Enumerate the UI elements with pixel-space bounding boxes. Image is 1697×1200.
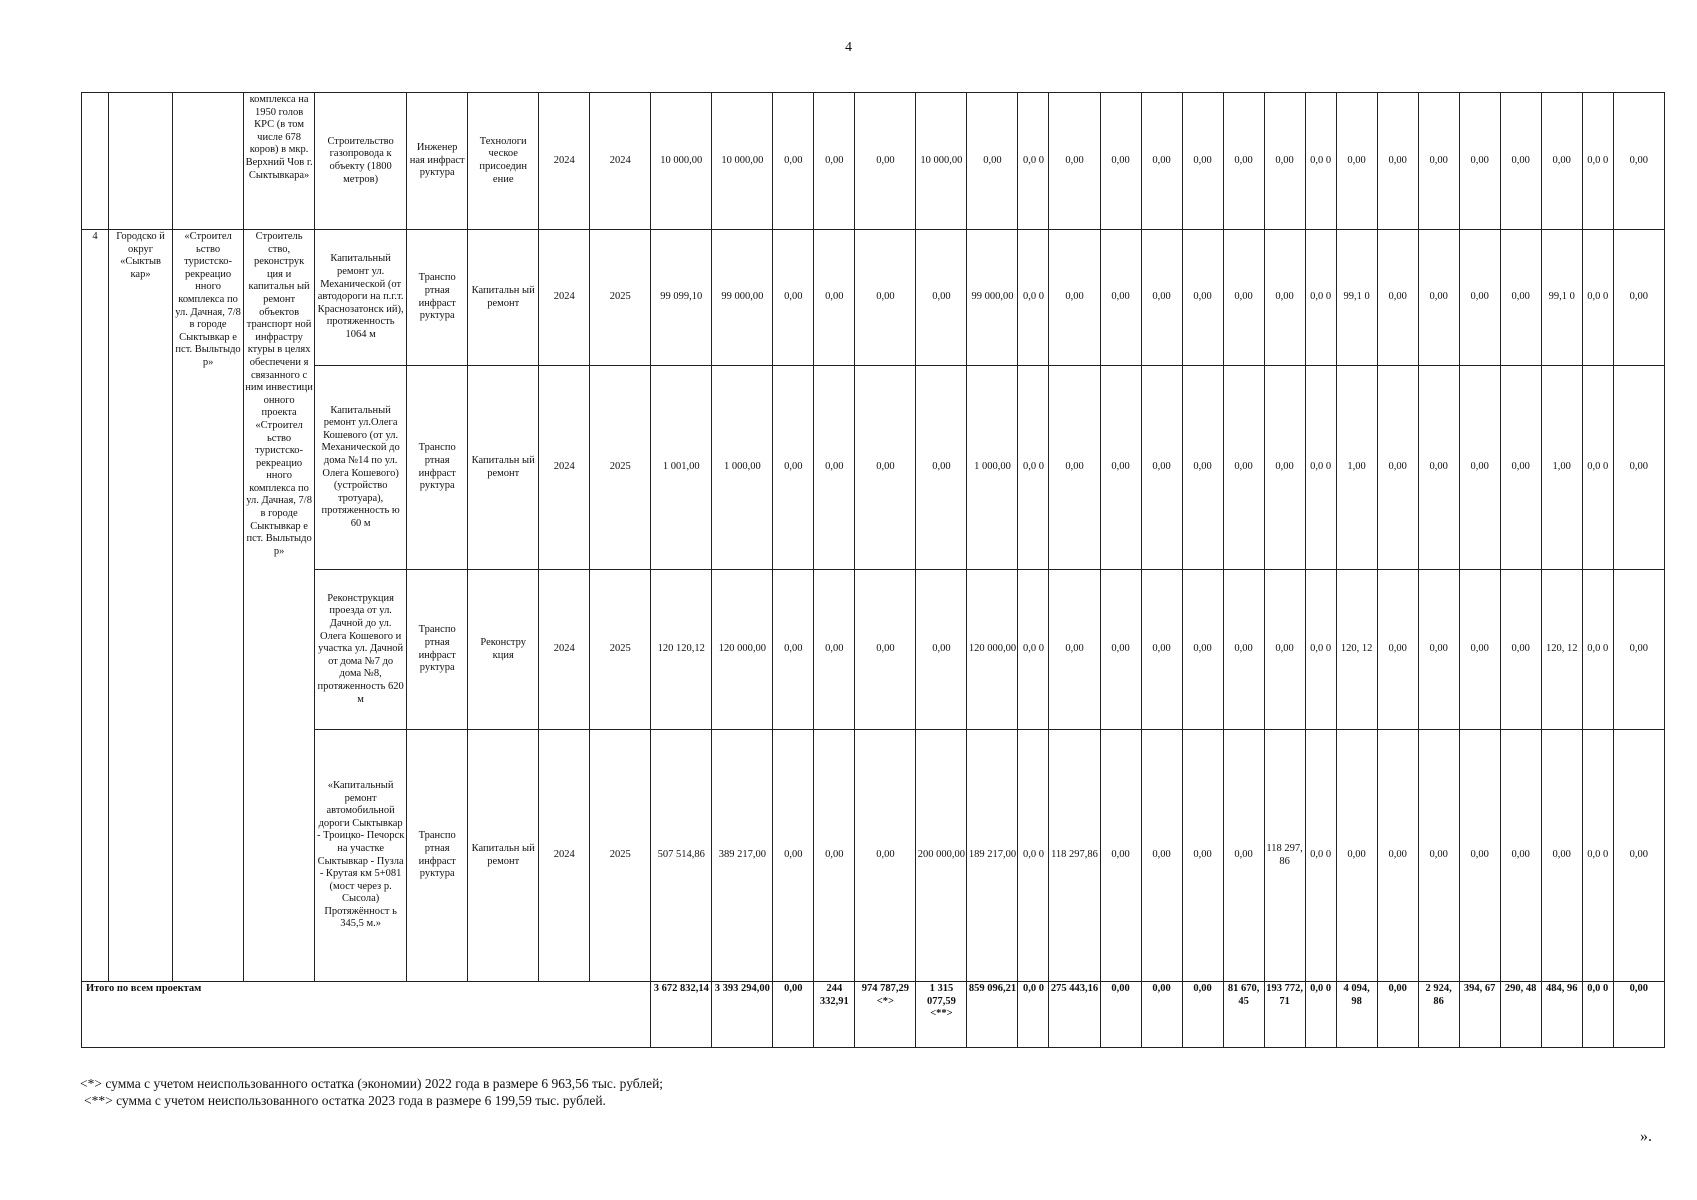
value-cell: 0,00 — [1264, 230, 1305, 366]
value-cell: 99,1 0 — [1541, 230, 1582, 366]
value-cell: 0,00 — [814, 730, 855, 982]
value-cell: 0,00 — [1541, 730, 1582, 982]
value-cell: 0,00 — [1377, 366, 1418, 570]
value-cell: 0,0 0 — [1018, 730, 1049, 982]
value-cell: 0,00 — [773, 93, 814, 230]
total-value-cell: 3 393 294,00 — [712, 982, 773, 1048]
total-row — [82, 982, 1665, 1048]
total-value-cell: 275 443,16 — [1049, 982, 1100, 1048]
project-cell: «Строител ьство туристско- рекреацио нного комплекса по ул. Дачная, 7/8 в городе Сыктывкар е пст. Выльтыдо р» — [173, 230, 244, 982]
value-cell: 0,00 — [1100, 230, 1141, 366]
value-cell: 0,00 — [1141, 570, 1182, 730]
value-cell: 10 000,00 — [651, 93, 712, 230]
value-cell: 0,00 — [1336, 730, 1377, 982]
end-year-cell: 2025 — [590, 230, 651, 366]
value-cell: 99 099,10 — [651, 230, 712, 366]
value-cell: 0,00 — [1049, 230, 1100, 366]
start-year-cell: 2024 — [539, 230, 590, 366]
total-value-cell: 0,00 — [1141, 982, 1182, 1048]
work-type-cell: Капитальн ый ремонт — [468, 230, 539, 366]
value-cell: 0,0 0 — [1582, 230, 1613, 366]
value-cell: 200 000,00 — [916, 730, 967, 982]
start-year-cell: 2024 — [539, 730, 590, 982]
value-cell: 120 000,00 — [712, 570, 773, 730]
value-cell: 0,00 — [1541, 93, 1582, 230]
value-cell: 0,00 — [1264, 366, 1305, 570]
value-cell: 0,00 — [1141, 93, 1182, 230]
start-year-cell: 2024 — [539, 93, 590, 230]
value-cell: 0,00 — [855, 93, 916, 230]
value-cell: 99 000,00 — [967, 230, 1018, 366]
value-cell: 0,00 — [1377, 93, 1418, 230]
value-cell: 0,0 0 — [1305, 93, 1336, 230]
value-cell: 0,00 — [1141, 730, 1182, 982]
value-cell: 0,00 — [1500, 366, 1541, 570]
investment-projects-table — [81, 92, 1665, 1048]
closing-quote-mark: ». — [1640, 1128, 1652, 1145]
infrastructure-type-cell: Транспо ртная инфраст руктура — [407, 730, 468, 982]
end-year-cell: 2025 — [590, 570, 651, 730]
value-cell: 0,00 — [1141, 230, 1182, 366]
value-cell: 0,00 — [1613, 366, 1664, 570]
value-cell: 0,00 — [1613, 570, 1664, 730]
work-type-cell: Капитальн ый ремонт — [468, 730, 539, 982]
value-cell: 0,00 — [1377, 730, 1418, 982]
value-cell: 0,0 0 — [1018, 230, 1049, 366]
total-value-cell: 3 672 832,14 — [651, 982, 712, 1048]
value-cell: 0,00 — [1141, 366, 1182, 570]
infrastructure-type-cell: Инженер ная инфраст руктура — [407, 93, 468, 230]
total-value-cell: 4 094, 98 — [1336, 982, 1377, 1048]
value-cell: 0,00 — [1500, 730, 1541, 982]
value-cell: 0,00 — [1613, 730, 1664, 982]
row-number-cell — [82, 93, 109, 230]
total-value-cell: 290, 48 — [1500, 982, 1541, 1048]
object-cell: комплекса на 1950 голов КРС (в том числе 678 коров) в мкр. Верхний Чов г. Сыктывкара» — [244, 93, 315, 230]
total-value-cell: 0,0 0 — [1305, 982, 1336, 1048]
value-cell: 0,00 — [814, 93, 855, 230]
value-cell: 10 000,00 — [712, 93, 773, 230]
value-cell: 0,00 — [1182, 730, 1223, 982]
page-number: 4 — [845, 40, 852, 55]
value-cell: 0,0 0 — [1305, 366, 1336, 570]
total-value-cell: 0,00 — [1100, 982, 1141, 1048]
event-cell: Реконструкция проезда от ул. Дачной до ул. Олега Кошевого и участка ул. Дачной от дома №7 до дома №8, протяженность 620 м — [315, 570, 407, 730]
value-cell: 0,00 — [1459, 230, 1500, 366]
total-label: Итого по всем проектам — [82, 982, 651, 1048]
total-value-cell: 1 315 077,59 <**> — [916, 982, 967, 1048]
total-value-cell: 974 787,29 <*> — [855, 982, 916, 1048]
value-cell: 389 217,00 — [712, 730, 773, 982]
value-cell: 0,00 — [1264, 570, 1305, 730]
value-cell: 0,00 — [1182, 570, 1223, 730]
end-year-cell: 2025 — [590, 366, 651, 570]
value-cell: 0,00 — [1049, 570, 1100, 730]
value-cell: 0,0 0 — [1018, 366, 1049, 570]
total-value-cell: 0,00 — [773, 982, 814, 1048]
event-cell: Капитальный ремонт ул.Олега Кошевого (от ул. Механической до дома №14 по ул. Олега Кошевого) (устройство тротуара), протяженность ю 60 м — [315, 366, 407, 570]
value-cell: 0,00 — [967, 93, 1018, 230]
value-cell: 0,00 — [773, 730, 814, 982]
value-cell: 0,00 — [773, 366, 814, 570]
value-cell: 0,00 — [1049, 93, 1100, 230]
event-cell: «Капитальный ремонт автомобильной дороги Сыктывкар - Троицко- Печорск на участке Сыктывкар - Пузла - Крутая км 5+081 (мост через р. Сысола) Протяжённост ь 345,5 м.» — [315, 730, 407, 982]
value-cell: 0,00 — [1100, 93, 1141, 230]
value-cell: 0,00 — [855, 570, 916, 730]
event-cell: Капитальный ремонт ул. Механической (от автодороги на п.г.т. Краснозатонск ий), протяженность 1064 м — [315, 230, 407, 366]
value-cell: 0,00 — [1613, 93, 1664, 230]
value-cell: 0,0 0 — [1582, 730, 1613, 982]
value-cell: 0,00 — [916, 570, 967, 730]
value-cell: 0,00 — [1264, 93, 1305, 230]
value-cell: 507 514,86 — [651, 730, 712, 982]
value-cell: 0,00 — [1223, 230, 1264, 366]
value-cell: 99,1 0 — [1336, 230, 1377, 366]
value-cell: 0,00 — [1613, 230, 1664, 366]
value-cell: 0,00 — [1377, 570, 1418, 730]
total-value-cell: 0,00 — [1182, 982, 1223, 1048]
value-cell: 0,00 — [855, 366, 916, 570]
table-row — [82, 230, 1665, 366]
value-cell: 0,00 — [1459, 366, 1500, 570]
total-value-cell: 2 924, 86 — [1418, 982, 1459, 1048]
end-year-cell: 2024 — [590, 93, 651, 230]
value-cell: 0,00 — [773, 230, 814, 366]
value-cell: 0,0 0 — [1018, 93, 1049, 230]
infrastructure-type-cell: Транспо ртная инфраст руктура — [407, 366, 468, 570]
value-cell: 0,0 0 — [1582, 93, 1613, 230]
value-cell: 1 001,00 — [651, 366, 712, 570]
footnote-2: <**> сумма с учетом неиспользованного остатка 2023 года в размере 6 199,59 тыс. рублей. — [84, 1093, 606, 1108]
value-cell: 10 000,00 — [916, 93, 967, 230]
value-cell: 0,00 — [1459, 730, 1500, 982]
value-cell: 0,00 — [1418, 570, 1459, 730]
footnotes — [80, 1075, 663, 1109]
value-cell: 0,0 0 — [1582, 570, 1613, 730]
total-value-cell: 244 332,91 — [814, 982, 855, 1048]
value-cell: 120 000,00 — [967, 570, 1018, 730]
work-type-cell: Технологи ческое присоедин ение — [468, 93, 539, 230]
value-cell: 120, 12 — [1336, 570, 1377, 730]
event-cell: Строительство газопровода к объекту (1800 метров) — [315, 93, 407, 230]
total-value-cell: 0,0 0 — [1018, 982, 1049, 1048]
value-cell: 0,00 — [855, 730, 916, 982]
value-cell: 0,00 — [1100, 730, 1141, 982]
value-cell: 0,00 — [1223, 366, 1264, 570]
start-year-cell: 2024 — [539, 570, 590, 730]
value-cell: 0,00 — [1500, 570, 1541, 730]
value-cell: 1,00 — [1541, 366, 1582, 570]
total-value-cell: 193 772, 71 — [1264, 982, 1305, 1048]
value-cell: 0,00 — [1377, 230, 1418, 366]
value-cell: 99 000,00 — [712, 230, 773, 366]
value-cell: 0,00 — [1418, 93, 1459, 230]
value-cell: 1 000,00 — [712, 366, 773, 570]
row-number-cell: 4 — [82, 230, 109, 982]
value-cell: 120 120,12 — [651, 570, 712, 730]
value-cell: 0,00 — [1182, 93, 1223, 230]
total-value-cell: 0,0 0 — [1582, 982, 1613, 1048]
object-cell: Строитель ство, реконструк ция и капитальн ый ремонт объектов транспорт ной инфрастру ктуры в целях обеспечени я связанного с ним инвестици онного проекта «Строител ьство туристско- рекреацио нного комплекса по ул. Дачная, 7/8 в городе Сыктывкар е пст. Выльтыдо р» — [244, 230, 315, 982]
value-cell: 0,00 — [855, 230, 916, 366]
value-cell: 0,00 — [1500, 230, 1541, 366]
infrastructure-type-cell: Транспо ртная инфраст руктура — [407, 570, 468, 730]
value-cell: 118 297,86 — [1049, 730, 1100, 982]
value-cell: 0,0 0 — [1582, 366, 1613, 570]
value-cell: 0,00 — [1500, 93, 1541, 230]
total-value-cell: 81 670, 45 — [1223, 982, 1264, 1048]
value-cell: 0,00 — [1182, 366, 1223, 570]
value-cell: 1,00 — [1336, 366, 1377, 570]
table-row — [82, 366, 1665, 570]
work-type-cell: Капитальн ый ремонт — [468, 366, 539, 570]
value-cell: 0,00 — [916, 230, 967, 366]
value-cell: 0,00 — [1418, 366, 1459, 570]
value-cell: 0,00 — [1336, 93, 1377, 230]
value-cell: 120, 12 — [1541, 570, 1582, 730]
infrastructure-type-cell: Транспо ртная инфраст руктура — [407, 230, 468, 366]
value-cell: 0,00 — [814, 230, 855, 366]
value-cell: 0,00 — [1182, 230, 1223, 366]
table-row — [82, 730, 1665, 982]
total-value-cell: 0,00 — [1377, 982, 1418, 1048]
value-cell: 189 217,00 — [967, 730, 1018, 982]
value-cell: 0,00 — [1223, 570, 1264, 730]
value-cell: 0,00 — [1223, 730, 1264, 982]
value-cell: 0,00 — [916, 366, 967, 570]
start-year-cell: 2024 — [539, 366, 590, 570]
value-cell: 0,00 — [1223, 93, 1264, 230]
total-value-cell: 859 096,21 — [967, 982, 1018, 1048]
value-cell: 0,00 — [814, 570, 855, 730]
table-row — [82, 93, 1665, 230]
value-cell: 0,00 — [773, 570, 814, 730]
value-cell: 0,0 0 — [1018, 570, 1049, 730]
region-cell: Городско й округ «Сыктыв кар» — [109, 230, 173, 982]
value-cell: 0,00 — [1459, 93, 1500, 230]
total-value-cell: 0,00 — [1613, 982, 1664, 1048]
work-type-cell: Реконстру кция — [468, 570, 539, 730]
value-cell: 1 000,00 — [967, 366, 1018, 570]
value-cell: 0,0 0 — [1305, 230, 1336, 366]
value-cell: 0,00 — [1049, 366, 1100, 570]
value-cell: 0,00 — [814, 366, 855, 570]
value-cell: 118 297, 86 — [1264, 730, 1305, 982]
value-cell: 0,00 — [1100, 570, 1141, 730]
value-cell: 0,0 0 — [1305, 570, 1336, 730]
table-row — [82, 570, 1665, 730]
project-cell — [173, 93, 244, 230]
value-cell: 0,00 — [1459, 570, 1500, 730]
value-cell: 0,00 — [1100, 366, 1141, 570]
region-cell — [109, 93, 173, 230]
total-value-cell: 484, 96 — [1541, 982, 1582, 1048]
footnote-1: <*> сумма с учетом неиспользованного остатка (экономии) 2022 года в размере 6 963,56 тыс. рублей; — [80, 1076, 664, 1091]
value-cell: 0,0 0 — [1305, 730, 1336, 982]
total-value-cell: 394, 67 — [1459, 982, 1500, 1048]
value-cell: 0,00 — [1418, 730, 1459, 982]
value-cell: 0,00 — [1418, 230, 1459, 366]
end-year-cell: 2025 — [590, 730, 651, 982]
